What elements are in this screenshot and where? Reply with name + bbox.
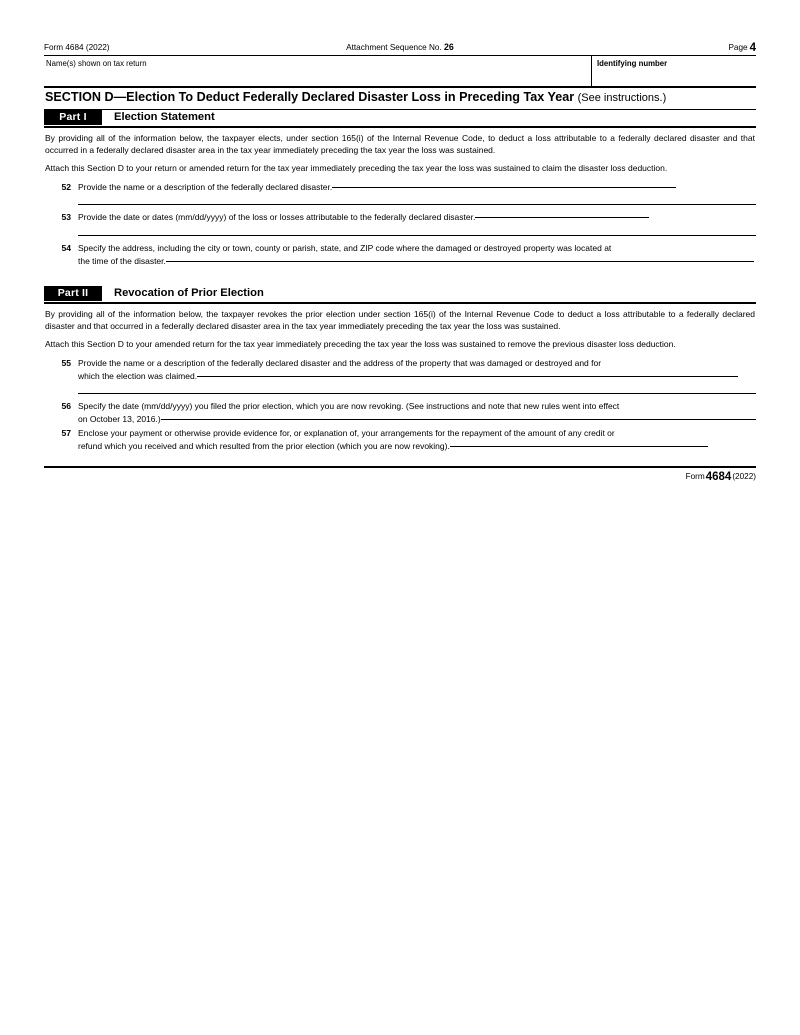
line-55-input[interactable]: [197, 376, 738, 377]
part-1-paragraph-1: By providing all of the information below, the taxpayer elects, under section 165(i) of the Internal Revenue Code, to deduct a loss attributable to a federally declared disaster and that occurred in a federally declared disaster area in the tax year immediately preceding the tax year the loss was sustained.: [45, 133, 755, 155]
line-56: [44, 400, 756, 425]
part-2-header: [44, 286, 756, 304]
line-56-body: [78, 400, 756, 425]
form-sheet: [44, 40, 756, 483]
line-53-text: Provide the date or dates (mm/dd/yyyy) of the loss or losses attributable to the federally declared disaster.: [78, 212, 476, 223]
page-footer: [44, 471, 756, 483]
part-2-paragraph-1: By providing all of the information below, the taxpayer revokes the prior election under section 165(i) of the Internal Revenue Code to deduct a loss attributable to a federally declared disaster and that occurred in a federally declared disaster area in the tax year immediately preceding the tax year the loss was sustained.: [45, 309, 755, 331]
line-55-input-continued[interactable]: [78, 393, 756, 394]
line-55-body: [78, 357, 756, 382]
attachment-sequence-number: 26: [444, 42, 454, 52]
line-56-text-line-2: on October 13, 2016.): [78, 413, 161, 424]
line-57-body: [78, 427, 756, 452]
line-53-input[interactable]: [475, 217, 649, 218]
line-54-text-line-1: Specify the address, including the city or town, county or parish, state, and ZIP code where the damaged or destroyed property was located at: [78, 242, 612, 253]
line-52-body: [78, 181, 756, 194]
line-53: [44, 211, 756, 236]
line-52-number: 52: [61, 181, 71, 192]
header-attachment-sequence: [44, 40, 756, 55]
line-53-body: [78, 211, 756, 224]
line-55-text-line-1: Provide the name or a description of the federally declared disaster and the address of the property that was damaged or destroyed and for: [78, 357, 602, 368]
line-56-input[interactable]: [161, 419, 756, 420]
line-54-number: 54: [61, 242, 71, 253]
line-53-input-continued[interactable]: [78, 235, 756, 236]
section-d-title: [44, 88, 756, 110]
name-band-divider: [591, 56, 592, 86]
footer-form-year: (2022): [732, 471, 756, 481]
identifying-number-label: Identifying number: [597, 59, 668, 68]
line-54-body: [78, 242, 756, 267]
page-header: [44, 40, 756, 55]
line-53-number: 53: [61, 212, 71, 223]
line-52-input-continued[interactable]: [78, 204, 756, 205]
taxpayer-identification-band: [44, 55, 756, 88]
section-d-title-text: SECTION D—Election To Deduct Federally Declared Disaster Loss in Preceding Tax Year: [45, 90, 575, 104]
attachment-sequence-label: Attachment Sequence No.: [346, 43, 442, 52]
header-form-label: Form 4684 (2022): [44, 43, 110, 52]
line-57-number: 57: [61, 428, 71, 439]
line-52-text: Provide the name or a description of the federally declared disaster.: [78, 181, 333, 192]
line-54: [44, 242, 756, 267]
line-55: [44, 357, 756, 394]
line-56-text-line-1: Specify the date (mm/dd/yyyy) you filed the prior election, which you are now revoking. (See instructions and note that new rules went into effect: [78, 401, 620, 412]
page-label: Page: [728, 43, 748, 52]
line-52-input[interactable]: [332, 187, 676, 188]
section-d-title-suffix: (See instructions.): [577, 92, 667, 104]
name-field-label: Name(s) shown on tax return: [46, 59, 147, 68]
page-number: 4: [749, 42, 756, 54]
part-2-tag: Part II: [44, 286, 102, 301]
footer-form-number: 4684: [705, 470, 732, 483]
part-2-paragraph-2: Attach this Section D to your amended return for the tax year immediately preceding the tax year the loss was sustained to remove the previous disaster loss deduction.: [45, 339, 676, 350]
line-54-text-line-2: the time of the disaster.: [78, 255, 166, 266]
line-54-input[interactable]: [166, 261, 754, 262]
footer-form-label: Form: [685, 471, 705, 481]
line-52: [44, 181, 756, 206]
part-1-tag: Part I: [44, 110, 102, 125]
line-57-input[interactable]: [450, 446, 708, 447]
part-1-title: Election Statement: [114, 111, 215, 123]
line-57-text-line-1: Enclose your payment or otherwise provide evidence for, or explanation of, your arrangements for the repayment of the amount of any credit or: [78, 428, 615, 439]
line-57-text-line-2: refund which you received and which resulted from the prior election (which you are now revoking).: [78, 440, 450, 451]
part-1-paragraph-2: Attach this Section D to your return or amended return for the tax year immediately preceding the tax year the loss was sustained to claim the disaster loss deduction.: [45, 163, 668, 174]
bottom-divider: [44, 466, 756, 468]
line-55-number: 55: [61, 357, 71, 368]
part-1-header: [44, 110, 756, 128]
part-2-title: Revocation of Prior Election: [114, 287, 264, 300]
line-57: [44, 427, 756, 452]
header-page-indicator: [728, 40, 756, 56]
line-56-number: 56: [61, 401, 71, 412]
line-55-text-line-2: which the election was claimed.: [78, 370, 198, 381]
